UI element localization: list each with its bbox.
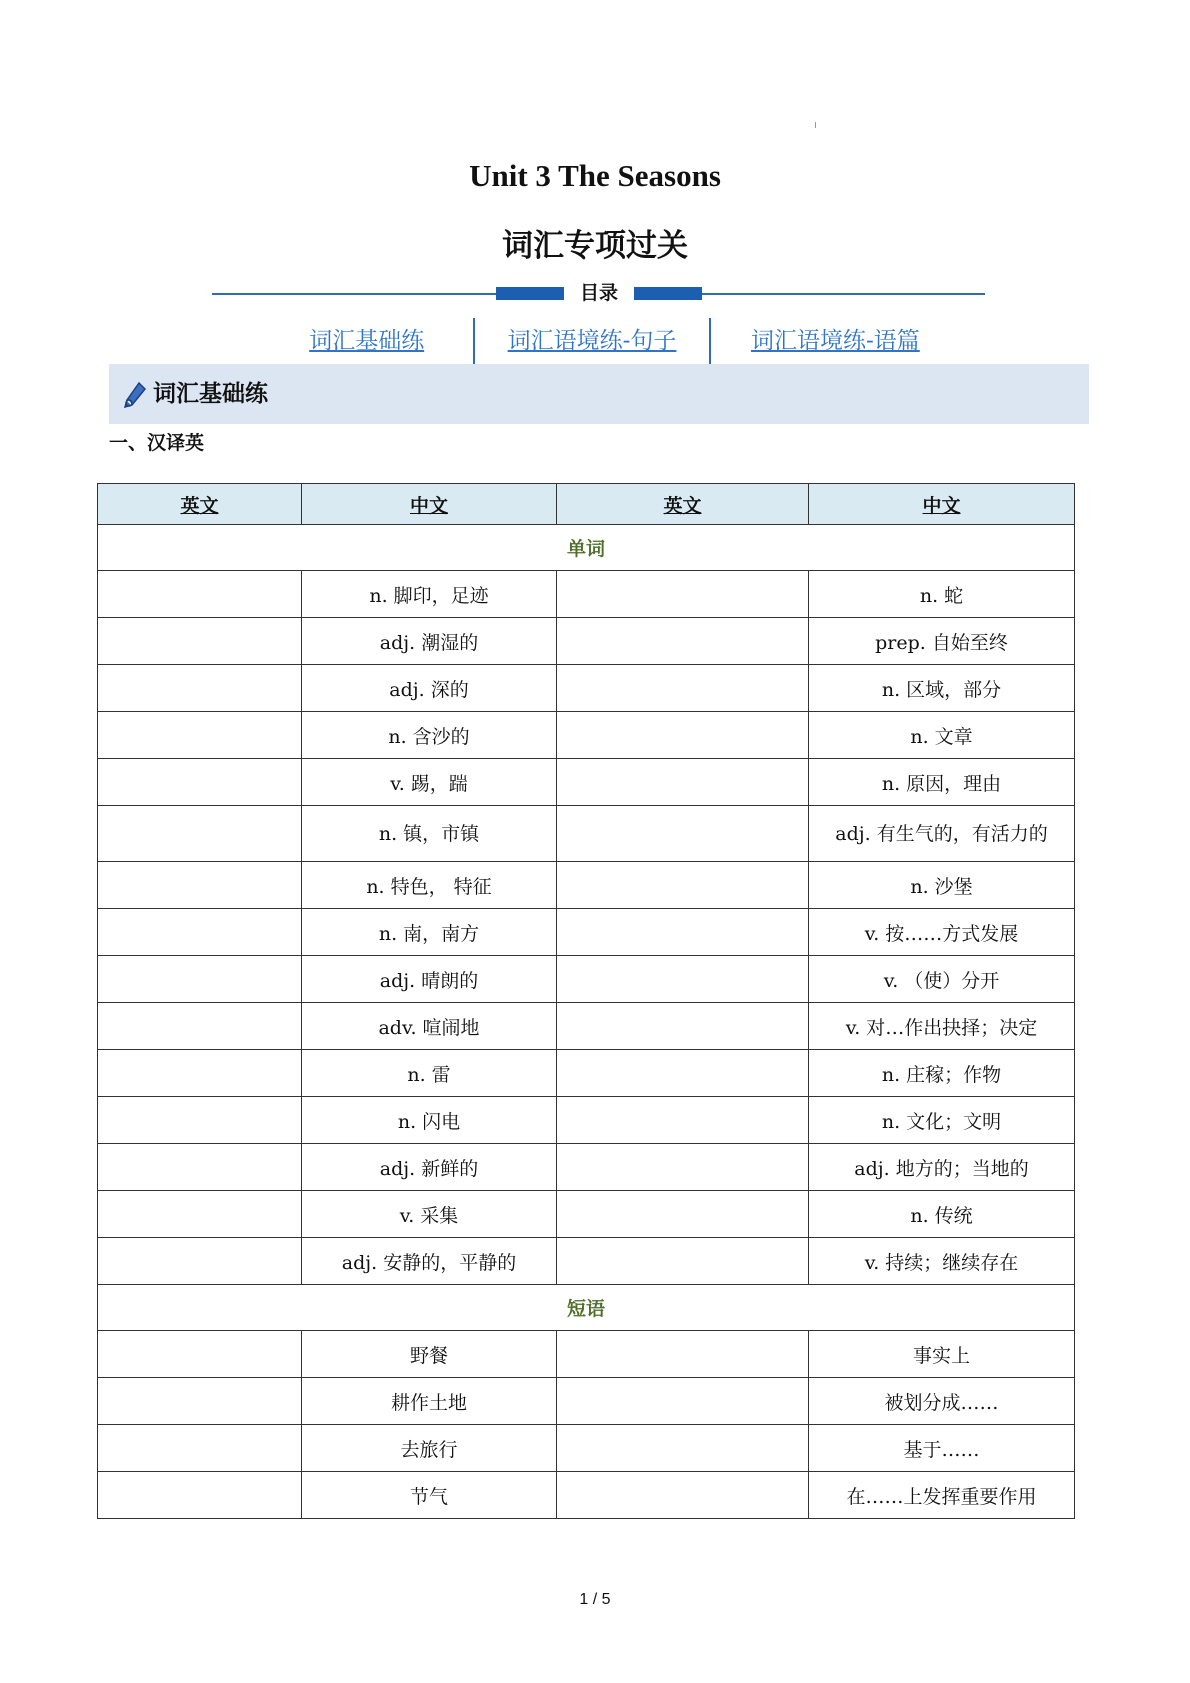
chinese-cell: v. 按……方式发展 (809, 909, 1075, 956)
answer-cell[interactable] (98, 1472, 302, 1519)
table-row (98, 956, 1075, 1003)
chinese-cell: 被划分成…… (809, 1378, 1075, 1425)
group-label: 短语 (98, 1285, 1075, 1331)
vocab-table (97, 483, 1075, 1519)
table-row (98, 1191, 1075, 1238)
vocab-body (98, 525, 1075, 1519)
chinese-cell: n. 传统 (809, 1191, 1075, 1238)
chinese-cell: n. 脚印，足迹 (302, 571, 557, 618)
answer-cell[interactable] (98, 1191, 302, 1238)
chinese-cell: adv. 喧闹地 (302, 1003, 557, 1050)
table-row (98, 1472, 1075, 1519)
chinese-cell: 事实上 (809, 1331, 1075, 1378)
chinese-cell: n. 原因，理由 (809, 759, 1075, 806)
answer-cell[interactable] (98, 909, 302, 956)
section-title: 词汇基础练 (153, 381, 268, 407)
answer-cell[interactable] (557, 1003, 809, 1050)
chinese-cell: v. 持续；继续存在 (809, 1238, 1075, 1285)
group-row (98, 1285, 1075, 1331)
table-row (98, 1331, 1075, 1378)
chinese-cell: adj. 深的 (302, 665, 557, 712)
answer-cell[interactable] (557, 1472, 809, 1519)
group-label: 单词 (98, 525, 1075, 571)
answer-cell[interactable] (557, 909, 809, 956)
chinese-cell: 在……上发挥重要作用 (809, 1472, 1075, 1519)
answer-cell[interactable] (557, 1050, 809, 1097)
answer-cell[interactable] (98, 806, 302, 862)
answer-cell[interactable] (98, 665, 302, 712)
chinese-cell: adj. 有生气的，有活力的 (809, 806, 1075, 862)
table-row (98, 806, 1075, 862)
table-row (98, 1097, 1075, 1144)
chinese-cell: v. 踢，踹 (302, 759, 557, 806)
chinese-cell: 野餐 (302, 1331, 557, 1378)
answer-cell[interactable] (557, 759, 809, 806)
chinese-cell: v. （使）分开 (809, 956, 1075, 1003)
answer-cell[interactable] (98, 1097, 302, 1144)
answer-cell[interactable] (98, 618, 302, 665)
chinese-cell: n. 雷 (302, 1050, 557, 1097)
answer-cell[interactable] (98, 1144, 302, 1191)
chinese-cell: 节气 (302, 1472, 557, 1519)
answer-cell[interactable] (98, 1003, 302, 1050)
answer-cell[interactable] (98, 1238, 302, 1285)
table-row (98, 759, 1075, 806)
table-row (98, 665, 1075, 712)
page-number: 1 / 5 (579, 1591, 611, 1608)
chinese-cell: adj. 新鲜的 (302, 1144, 557, 1191)
table-row (98, 862, 1075, 909)
chinese-cell: 去旅行 (302, 1425, 557, 1472)
chinese-cell: n. 庄稼；作物 (809, 1050, 1075, 1097)
chinese-cell: 耕作土地 (302, 1378, 557, 1425)
answer-cell[interactable] (557, 1238, 809, 1285)
answer-cell[interactable] (557, 806, 809, 862)
toc-link-passage[interactable]: 词汇语境练-语篇 (750, 328, 920, 354)
header-chinese-1: 中文 (302, 484, 557, 525)
answer-cell[interactable] (557, 862, 809, 909)
table-row (98, 1050, 1075, 1097)
answer-cell[interactable] (557, 956, 809, 1003)
table-row (98, 712, 1075, 759)
chinese-cell: n. 南，南方 (302, 909, 557, 956)
toc-links (260, 318, 960, 364)
header-chinese-2: 中文 (809, 484, 1075, 525)
chinese-cell: v. 采集 (302, 1191, 557, 1238)
chinese-cell: n. 特色， 特征 (302, 862, 557, 909)
table-row (98, 1144, 1075, 1191)
answer-cell[interactable] (98, 1378, 302, 1425)
exercise-title: 一、汉译英 (109, 432, 205, 454)
toc-link-sentence[interactable]: 词汇语境练-句子 (507, 328, 677, 354)
chinese-cell: n. 文化；文明 (809, 1097, 1075, 1144)
answer-cell[interactable] (98, 571, 302, 618)
answer-cell[interactable] (557, 1425, 809, 1472)
table-row (98, 1378, 1075, 1425)
table-row (98, 909, 1075, 956)
table-row (98, 1003, 1075, 1050)
header-english-2: 英文 (557, 484, 809, 525)
answer-cell[interactable] (557, 1331, 809, 1378)
chinese-cell: adj. 地方的；当地的 (809, 1144, 1075, 1191)
answer-cell[interactable] (557, 712, 809, 759)
answer-cell[interactable] (98, 1050, 302, 1097)
answer-cell[interactable] (557, 1097, 809, 1144)
page-subtitle: 词汇专项过关 (502, 228, 688, 264)
section-header (109, 364, 1089, 424)
group-row (98, 525, 1075, 571)
chinese-cell: prep. 自始至终 (809, 618, 1075, 665)
toc-label: 目录 (564, 280, 634, 306)
chinese-cell: 基于…… (809, 1425, 1075, 1472)
table-row (98, 571, 1075, 618)
answer-cell[interactable] (98, 712, 302, 759)
chinese-cell: n. 镇，市镇 (302, 806, 557, 862)
answer-cell[interactable] (98, 862, 302, 909)
page-title: Unit 3 The Seasons (469, 158, 721, 193)
chinese-cell: n. 蛇 (809, 571, 1075, 618)
chinese-cell: n. 区域，部分 (809, 665, 1075, 712)
chinese-cell: n. 文章 (809, 712, 1075, 759)
chinese-cell: n. 含沙的 (302, 712, 557, 759)
pencil-icon (123, 381, 147, 409)
toc-link-basic[interactable]: 词汇基础练 (309, 328, 425, 354)
answer-cell[interactable] (98, 956, 302, 1003)
answer-cell[interactable] (557, 1378, 809, 1425)
toc-divider (212, 282, 985, 319)
answer-cell[interactable] (557, 571, 809, 618)
header-english-1: 英文 (98, 484, 302, 525)
answer-cell[interactable] (98, 1331, 302, 1378)
answer-cell[interactable] (557, 1144, 809, 1191)
answer-cell[interactable] (557, 1191, 809, 1238)
table-row (98, 1238, 1075, 1285)
answer-cell[interactable] (98, 759, 302, 806)
table-row (98, 618, 1075, 665)
table-row (98, 1425, 1075, 1472)
chinese-cell: adj. 安静的，平静的 (302, 1238, 557, 1285)
chinese-cell: adj. 潮湿的 (302, 618, 557, 665)
chinese-cell: adj. 晴朗的 (302, 956, 557, 1003)
answer-cell[interactable] (98, 1425, 302, 1472)
answer-cell[interactable] (557, 618, 809, 665)
chinese-cell: n. 沙堡 (809, 862, 1075, 909)
header-tick (815, 122, 816, 128)
answer-cell[interactable] (557, 665, 809, 712)
chinese-cell: n. 闪电 (302, 1097, 557, 1144)
chinese-cell: v. 对…作出抉择；决定 (809, 1003, 1075, 1050)
